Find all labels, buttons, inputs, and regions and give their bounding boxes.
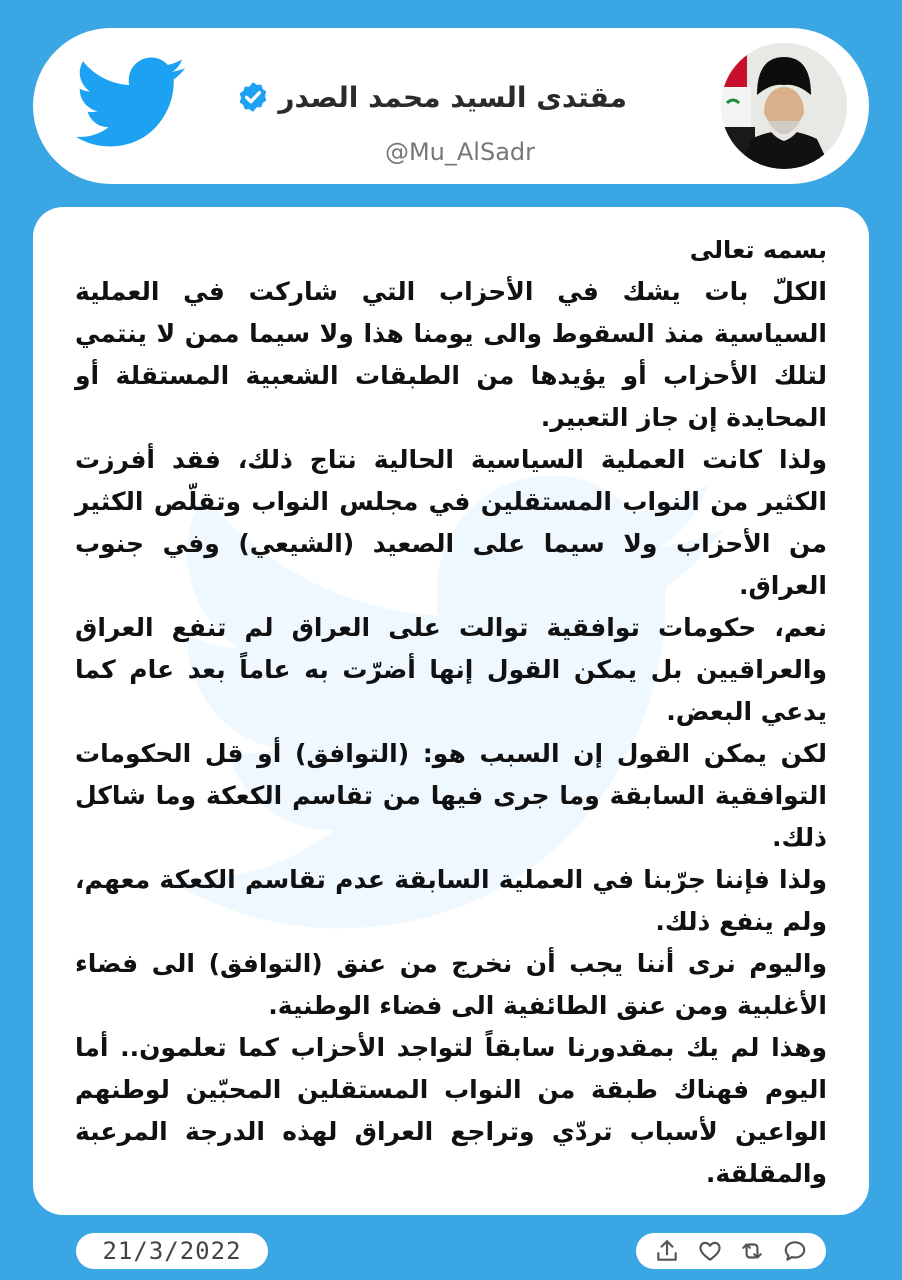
profile-header	[33, 28, 869, 184]
twitter-bird-icon	[77, 52, 187, 152]
verified-badge-icon	[236, 80, 270, 114]
reply-icon[interactable]	[782, 1238, 808, 1264]
action-bar	[636, 1233, 826, 1269]
share-icon[interactable]	[654, 1238, 680, 1264]
tweet-card	[33, 207, 869, 1215]
retweet-icon[interactable]	[739, 1238, 765, 1264]
tweet-paragraph: نعم، حكومات توافقية توالت على العراق لم تنفع العراق والعراقيين بل يمكن القول إنها أضرّت به عاماً بعد عام كما يدعي البعض.	[75, 613, 827, 726]
like-icon[interactable]	[697, 1238, 723, 1264]
user-handle[interactable]: @Mu_AlSadr	[384, 138, 535, 166]
profile-photo-icon	[721, 43, 847, 169]
avatar[interactable]	[721, 43, 847, 169]
tweet-paragraph: وهذا لم يك بمقدورنا سابقاً لتواجد الأحزاب كما تعلمون.. أما اليوم فهناك طبقة من النواب المستقلين المحبّين لوطنهم الواعين لأسباب تردّي وتراجع العراق لهذه الدرجة المرعبة والمقلقة.	[75, 1033, 827, 1188]
name-row	[236, 80, 627, 114]
tweet-heading: بسمه تعالى	[689, 236, 827, 264]
display-name[interactable]: مقتدى السيد محمد الصدر	[278, 80, 627, 114]
tweet-paragraph: واليوم نرى أننا يجب أن نخرج من عنق (التوافق) الى فضاء الأغلبية ومن عنق الطائفية الى فضاء الوطنية.	[75, 949, 827, 1020]
tweet-text	[75, 229, 827, 1195]
tweet-paragraph: ولذا كانت العملية السياسية الحالية نتاج ذلك، فقد أفرزت الكثير من النواب المستقلين في مجلس النواب وتقلّص الكثير من الأحزاب ولا سيما على الصعيد (الشيعي) وفي جنوب العراق.	[75, 445, 827, 600]
tweet-paragraph: ولذا فإننا جرّبنا في العملية السابقة عدم تقاسم الكعكة معهم، ولم ينفع ذلك.	[75, 865, 827, 936]
tweet-paragraph: لكن يمكن القول إن السبب هو: (التوافق) أو قل الحكومات التوافقية السابقة وما جرى فيها من تقاسم الكعكة وما شاكل ذلك.	[75, 739, 827, 852]
tweet-date: 21/3/2022	[76, 1233, 268, 1269]
tweet-paragraph: الكلّ بات يشك في الأحزاب التي شاركت في العملية السياسية منذ السقوط والى يومنا هذا ولا سيما ممن لا ينتمي لتلك الأحزاب أو يؤيدها من الطبقات الشعبية المستقلة أو المحايدة إن جاز التعبير.	[75, 277, 827, 432]
tweet-footer	[0, 1228, 902, 1274]
